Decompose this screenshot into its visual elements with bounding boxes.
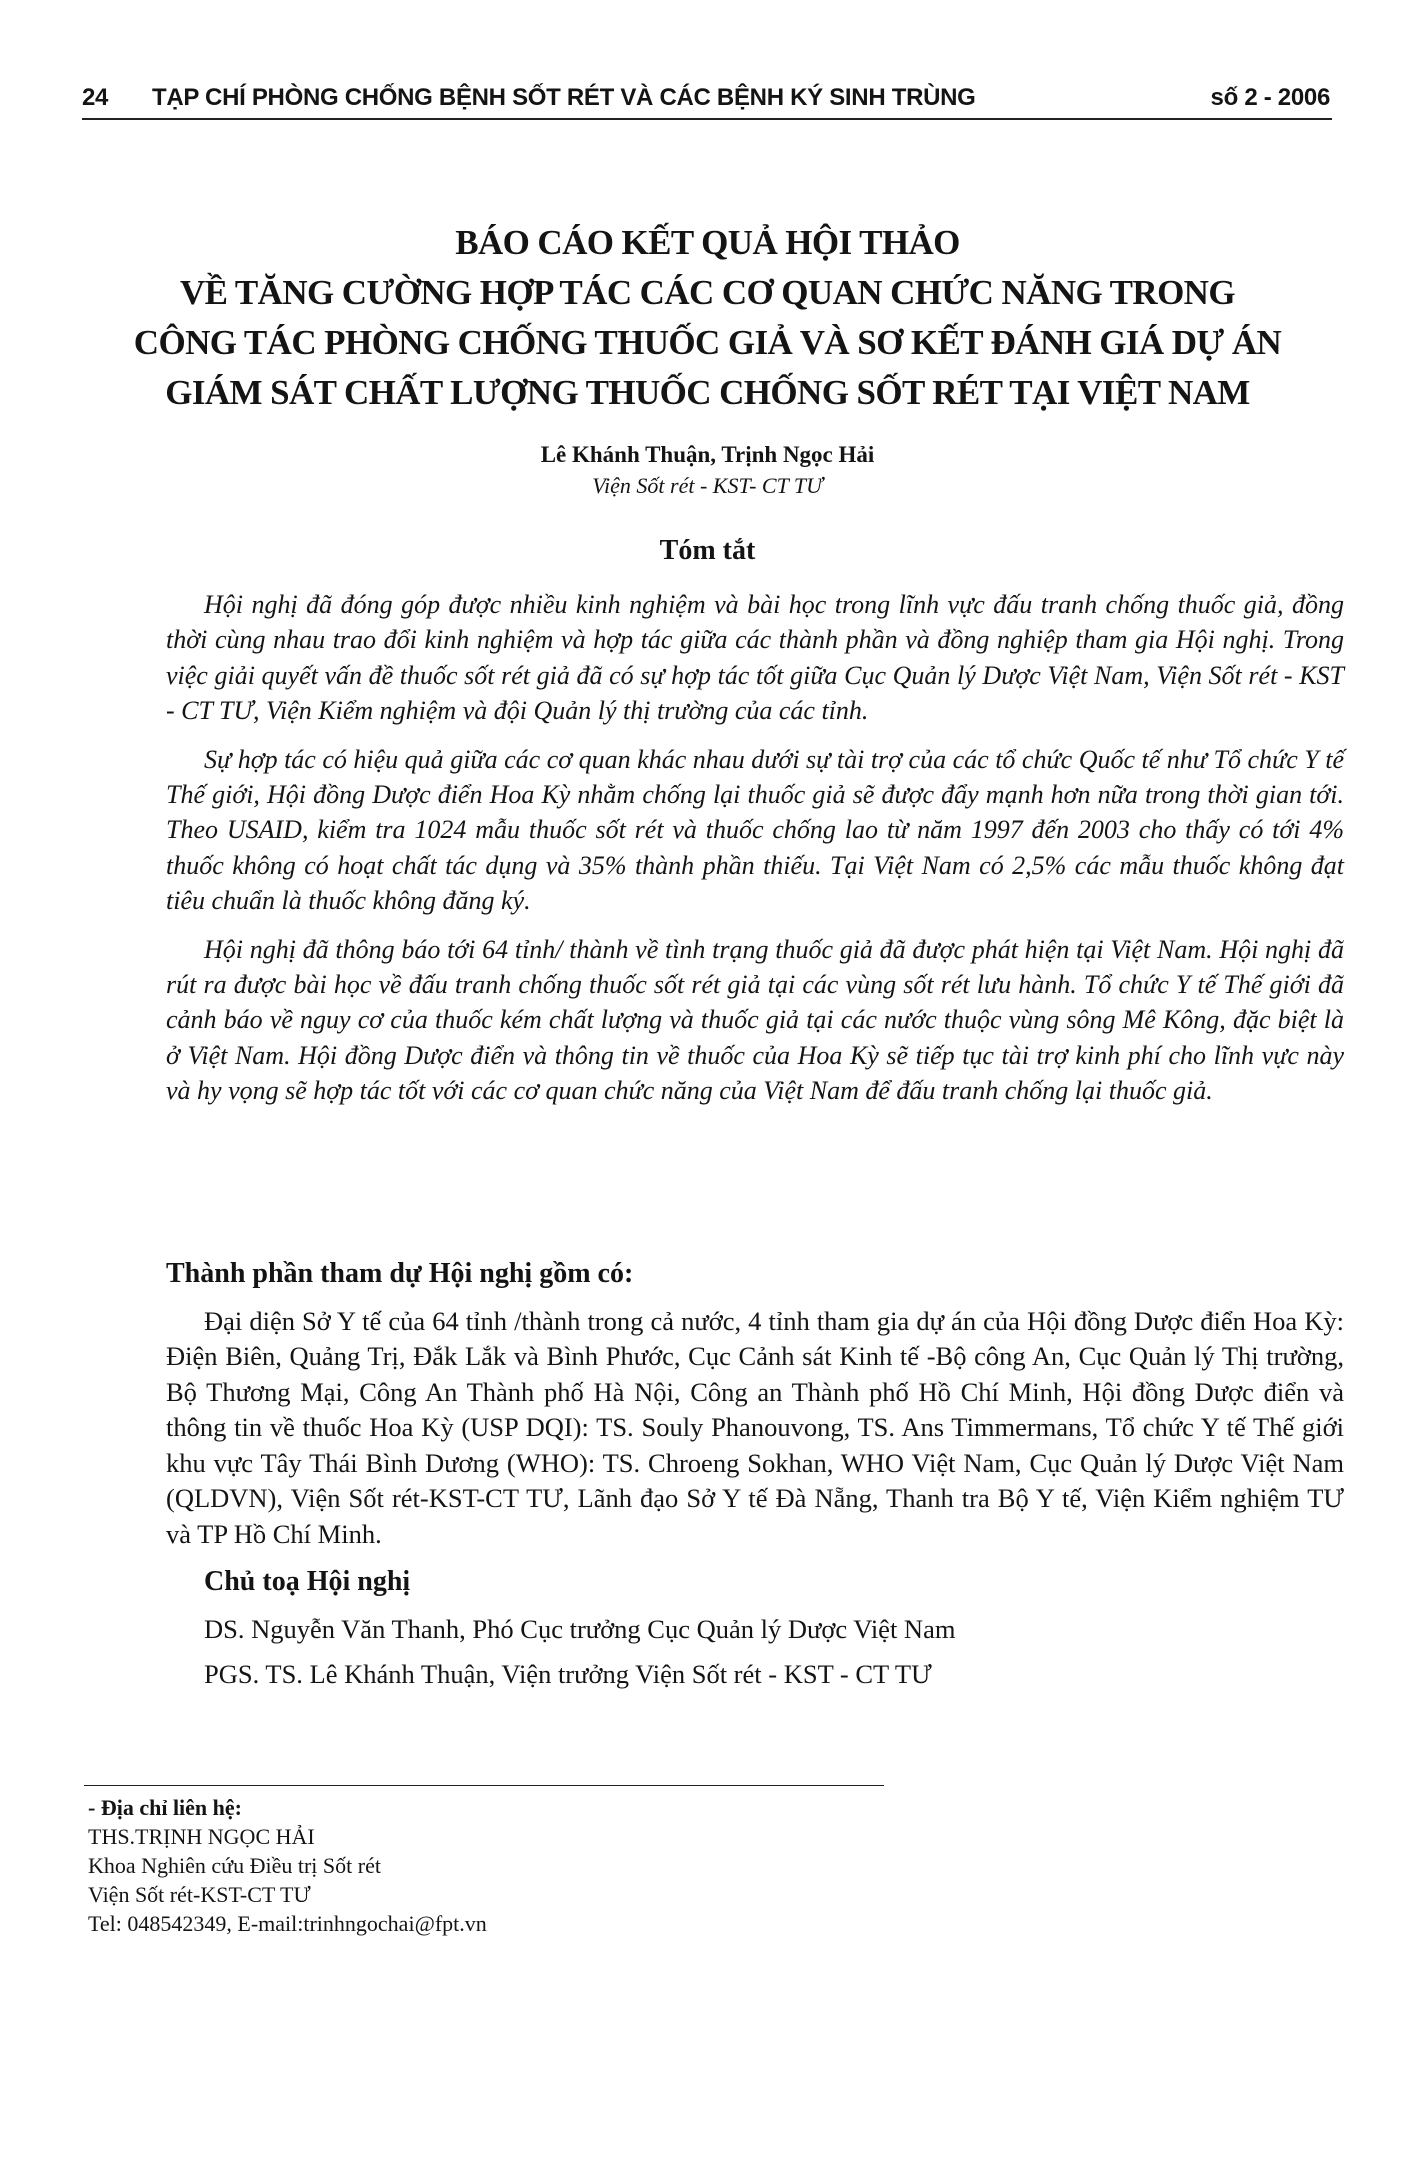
- title-line: CÔNG TÁC PHÒNG CHỐNG THUỐC GIẢ VÀ SƠ KẾT ĐÁNH GIÁ DỰ ÁN: [133, 323, 1282, 362]
- article-title: [120, 218, 1295, 418]
- body-text: [166, 1256, 1344, 1703]
- page-number: 24: [82, 84, 109, 111]
- title-line: GIÁM SÁT CHẤT LƯỢNG THUỐC CHỐNG SỐT RÉT TẠI VIỆT NAM: [165, 373, 1250, 412]
- journal-name: TẠP CHÍ PHÒNG CHỐNG BỆNH SỐT RÉT VÀ CÁC BỆNH KÝ SINH TRÙNG: [152, 84, 976, 111]
- authors: Lê Khánh Thuận, Trịnh Ngọc Hải: [540, 442, 875, 467]
- abstract-heading: Tóm tắt: [659, 535, 756, 566]
- header-rule: [82, 118, 1332, 120]
- abstract: [166, 587, 1344, 1122]
- title-line: BÁO CÁO KẾT QUẢ HỘI THẢO: [455, 223, 960, 262]
- participants-paragraph: Đại diện Sở Y tế của 64 tỉnh /thành trong cả nước, 4 tỉnh tham gia dự án của Hội đồng Dược điển Hoa Kỳ: Điện Biên, Quảng Trị, Đắk Lắk và Bình Phước, Cục Cảnh sát Kinh tế -Bộ công An, Cục Quản lý Thị trường, Bộ Thương Mại, Công An Thành phố Hà Nội, Công an Thành phố Hồ Chí Minh, Hội đồng Dược điển và thông tin về thuốc Hoa Kỳ (USP DQI): TS. Souly Phanouvong, TS. Ans Timmermans, Tổ chức Y tế Thế giới khu vực Tây Thái Bình Dương (WHO): TS. Chroeng Sokhan, WHO Việt Nam, Cục Quản lý Dược Việt Nam (QLDVN), Viện Sốt rét-KST-CT TƯ, Lãnh đạo Sở Y tế Đà Nẵng, Thanh tra Bộ Y tế, Viện Kiểm nghiệm TƯ và TP Hồ Chí Minh.: [166, 1305, 1344, 1549]
- chair-line: PGS. TS. Lê Khánh Thuận, Viện trưởng Viện Sốt rét - KST - CT TƯ: [204, 1659, 932, 1689]
- contact-footnote: [88, 1793, 988, 1938]
- footnote-label: - Địa chỉ liên hệ:: [88, 1795, 242, 1820]
- footnote-line: Tel: 048542349, E-mail:trinhngochai@fpt.vn: [88, 1911, 487, 1936]
- footnote-line: Viện Sốt rét-KST-CT TƯ: [88, 1882, 311, 1907]
- abstract-paragraph: Hội nghị đã đóng góp được nhiều kinh nghiệm và bài học trong lĩnh vực đấu tranh chống thuốc giả, đồng thời cùng nhau trao đổi kinh nghiệm và hợp tác giữa các thành phần và đồng nghiệp tham gia Hội nghị. Trong việc giải quyết vấn đề thuốc sốt rét giả đã có sự hợp tác tốt giữa Cục Quản lý Dược Việt Nam, Viện Sốt rét - KST - CT TƯ, Viện Kiểm nghiệm và đội Quản lý thị trường của các tỉnh.: [166, 590, 1344, 726]
- footnote-rule: [84, 1785, 884, 1786]
- issue-number: số 2 - 2006: [1210, 84, 1330, 111]
- abstract-paragraph: Sự hợp tác có hiệu quả giữa các cơ quan khác nhau dưới sự tài trợ của các tổ chức Quốc tế như Tổ chức Y tế Thế giới, Hội đồng Dược điển Hoa Kỳ nhằm chống lại thuốc giả sẽ được đẩy mạnh hơn nữa trong thời gian tới. Theo USAID, kiểm tra 1024 mẫu thuốc sốt rét và thuốc chống lao từ năm 1997 đến 2003 cho thấy có tới 4% thuốc không có hoạt chất tác dụng và 35% thành phần thiếu. Tại Việt Nam có 2,5% các mẫu thuốc không đạt tiêu chuẩn là thuốc không đăng ký.: [166, 744, 1344, 916]
- chair-heading: Chủ toạ Hội nghị: [204, 1566, 411, 1597]
- chair-line: DS. Nguyễn Văn Thanh, Phó Cục trưởng Cục Quản lý Dược Việt Nam: [204, 1613, 956, 1644]
- affiliation: Viện Sốt rét - KST- CT TƯ: [592, 473, 823, 498]
- running-header: [82, 84, 1330, 112]
- footnote-line: THS.TRỊNH NGỌC HẢI: [88, 1824, 315, 1849]
- participants-heading: Thành phần tham dự Hội nghị gồm có:: [166, 1258, 634, 1289]
- title-line: VỀ TĂNG CƯỜNG HỢP TÁC CÁC CƠ QUAN CHỨC NĂNG TRONG: [179, 273, 1235, 312]
- footnote-line: Khoa Nghiên cứu Điều trị Sốt rét: [88, 1853, 381, 1878]
- abstract-paragraph: Hội nghị đã thông báo tới 64 tỉnh/ thành về tình trạng thuốc giả đã được phát hiện tại Việt Nam. Hội nghị đã rút ra được bài học về đấu tranh chống thuốc sốt rét giả tại các vùng sốt rét lưu hành. Tổ chức Y tế Thế giới đã cảnh báo về nguy cơ của thuốc kém chất lượng và thuốc giả tại các nước thuộc vùng sông Mê Kông, đặc biệt là ở Việt Nam. Hội đồng Dược điển và thông tin về thuốc của Hoa Kỳ sẽ tiếp tục tài trợ kinh phí cho lĩnh vực này và hy vọng sẽ hợp tác tốt với các cơ quan chức năng của Việt Nam để đấu tranh chống lại thuốc giả.: [166, 934, 1344, 1106]
